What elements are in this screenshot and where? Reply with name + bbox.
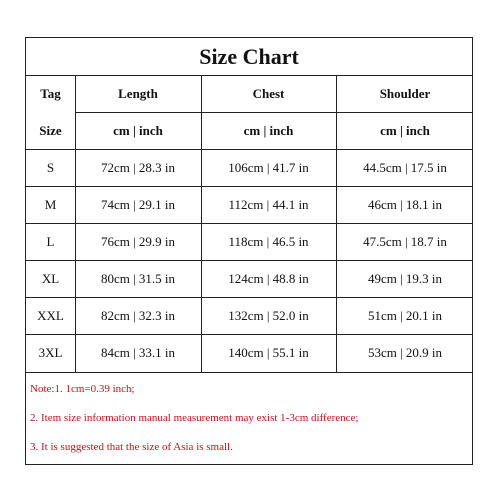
shoulder-cell: 51cm | 20.1 in <box>367 307 443 323</box>
size-cell: M <box>44 196 57 212</box>
note-line-2: 2. Item size information manual measurement may exist 1-3cm difference; <box>30 412 359 424</box>
shoulder-cell: 46cm | 18.1 in <box>367 196 443 212</box>
chest-cell: 124cm | 48.8 in <box>228 270 309 286</box>
shoulder-header: Shoulder <box>379 86 431 101</box>
notes-section <box>26 372 472 465</box>
length-cell: 74cm | 29.1 in <box>100 196 176 212</box>
chest-unit: cm | inch <box>243 122 294 138</box>
size-table <box>26 76 472 372</box>
size-cell: S <box>46 159 55 175</box>
size-cell: XXL <box>37 307 64 323</box>
shoulder-cell: 53cm | 20.9 in <box>367 345 443 360</box>
chest-cell: 112cm | 44.1 in <box>228 196 309 212</box>
note-line-1: Note:1. 1cm=0.39 inch; <box>30 383 135 395</box>
tag-size-header-line2: Size <box>39 122 62 138</box>
length-header: Length <box>118 86 158 101</box>
length-cell: 72cm | 28.3 in <box>100 159 176 175</box>
size-cell: L <box>46 233 55 249</box>
shoulder-cell: 49cm | 19.3 in <box>367 270 443 286</box>
shoulder-unit: cm | inch <box>380 122 430 138</box>
chest-cell: 132cm | 52.0 in <box>228 307 309 323</box>
length-unit: cm | inch <box>113 122 163 138</box>
length-cell: 82cm | 32.3 in <box>100 307 176 323</box>
chest-header: Chest <box>252 86 285 101</box>
size-cell: XL <box>41 270 60 286</box>
chest-cell: 106cm | 41.7 in <box>228 159 309 175</box>
length-cell: 76cm | 29.9 in <box>100 233 176 249</box>
length-cell: 80cm | 31.5 in <box>100 270 176 286</box>
size-cell: 3XL <box>38 345 63 360</box>
chart-title: Size Chart <box>26 38 472 76</box>
note-line-3: 3. It is suggested that the size of Asia is small. <box>30 441 233 453</box>
chest-cell: 118cm | 46.5 in <box>228 233 309 249</box>
length-cell: 84cm | 33.1 in <box>100 345 176 360</box>
tag-size-header-line1: Tag <box>40 86 61 101</box>
shoulder-cell: 44.5cm | 17.5 in <box>363 159 447 175</box>
shoulder-cell: 47.5cm | 18.7 in <box>363 233 447 249</box>
chest-cell: 140cm | 55.1 in <box>228 345 309 360</box>
size-chart <box>25 37 473 465</box>
